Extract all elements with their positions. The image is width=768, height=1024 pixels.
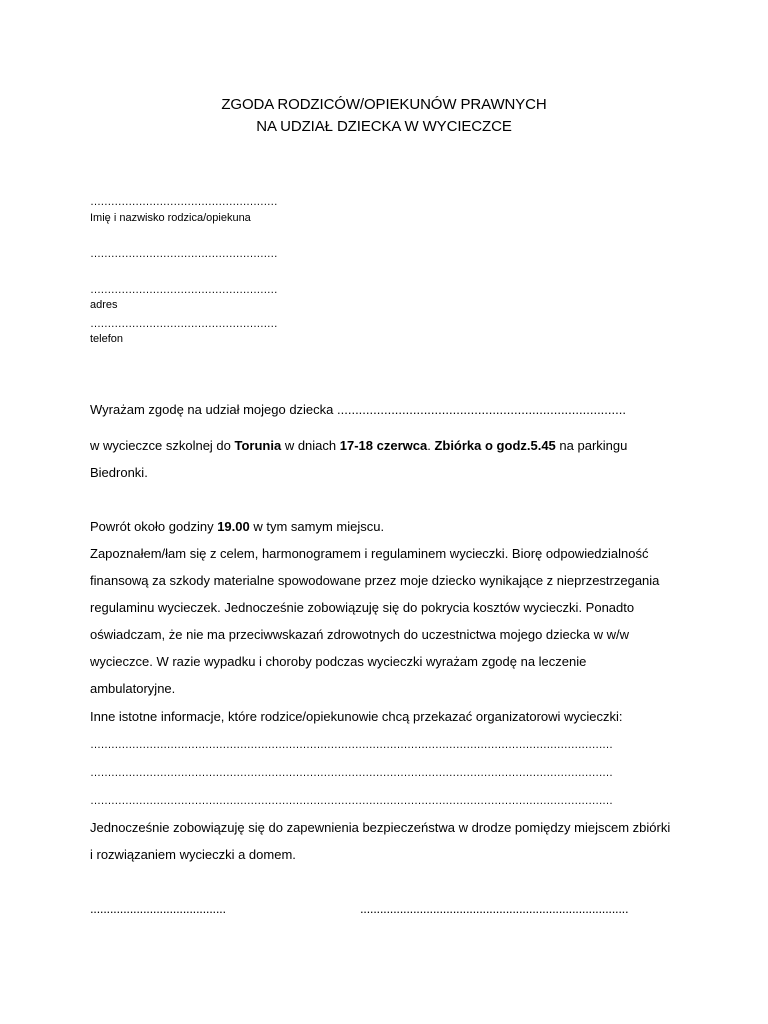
trip-meeting-time: Zbiórka o godz.5.45 <box>434 438 556 453</box>
return-text: Powrót około godziny <box>90 519 218 534</box>
name-field-label: Imię i nazwisko rodzica/opiekuna <box>90 212 251 224</box>
document-title-line1: ZGODA RODZICÓW/OPIEKUNÓW PRAWNYCH <box>221 96 547 113</box>
additional-info-blank-1: …………………………………………………………………………………………………………………………………… <box>90 739 613 751</box>
address-field-label: adres <box>90 299 118 311</box>
trip-text: na parkingu <box>555 438 628 453</box>
responsibility-line-5: wycieczce. W razie wypadku i choroby podczas wycieczki wyrażam zgodę na leczenie <box>90 654 587 669</box>
return-line <box>90 514 690 540</box>
trip-details-line <box>90 433 690 459</box>
parent-signature-blank: ................................................................................. <box>360 901 629 916</box>
trip-text: w dniach <box>281 438 340 453</box>
address-field-blank-1: ……………………………………………… <box>90 248 278 260</box>
responsibility-line-2: finansową za szkody materialne spowodowane przez moje dziecko wynikające z nieprzestrzegania <box>90 573 660 588</box>
trip-city: Torunia <box>234 438 282 453</box>
safety-line-1: Jednocześnie zobowiązuję się do zapewnienia bezpieczeństwa w drodze pomiędzy miejscem zbiórki <box>90 820 671 835</box>
trip-text: w wycieczce szkolnej do <box>90 438 235 453</box>
trip-details-line2: Biedronki. <box>90 465 148 480</box>
trip-text: . <box>427 438 435 453</box>
responsibility-line-4: oświadczam, że nie ma przeciwwskazań zdrowotnych do uczestnictwa mojego dziecka w w/w <box>90 627 629 642</box>
safety-line-2: i rozwiązaniem wycieczki a domem. <box>90 847 296 862</box>
trip-dates: 17-18 czerwca <box>339 438 428 453</box>
responsibility-line-3: regulaminu wycieczek. Jednocześnie zobowiązuję się do pokrycia kosztów wycieczki. Ponadto <box>90 600 635 615</box>
date-signature-blank: ......................................... <box>90 901 226 916</box>
additional-info-blank-3: …………………………………………………………………………………………………………………………………… <box>90 795 613 807</box>
return-text: w tym samym miejscu. <box>249 519 385 534</box>
phone-field-label: telefon <box>90 333 124 345</box>
responsibility-line-1: Zapoznałem/łam się z celem, harmonogramem i regulaminem wycieczki. Biorę odpowiedzialność <box>90 546 649 561</box>
return-time: 19.00 <box>217 519 250 534</box>
additional-info-label: Inne istotne informacje, które rodzice/opiekunowie chcą przekazać organizatorowi wycieczki: <box>90 709 623 724</box>
responsibility-line-6: ambulatoryjne. <box>90 681 176 696</box>
consent-line <box>90 397 690 423</box>
document-title-line2: NA UDZIAŁ DZIECKA W WYCIECZCE <box>256 118 512 135</box>
address-field-blank-2: ……………………………………………… <box>90 284 278 296</box>
name-field-blank: ……………………………………………… <box>90 196 278 208</box>
phone-field-blank: ……………………………………………… <box>90 318 278 330</box>
consent-text: Wyrażam zgodę na udział mojego dziecka <box>90 402 338 417</box>
child-name-blank: ................................................................................ <box>337 402 626 417</box>
additional-info-blank-2: …………………………………………………………………………………………………………………………………… <box>90 767 613 779</box>
